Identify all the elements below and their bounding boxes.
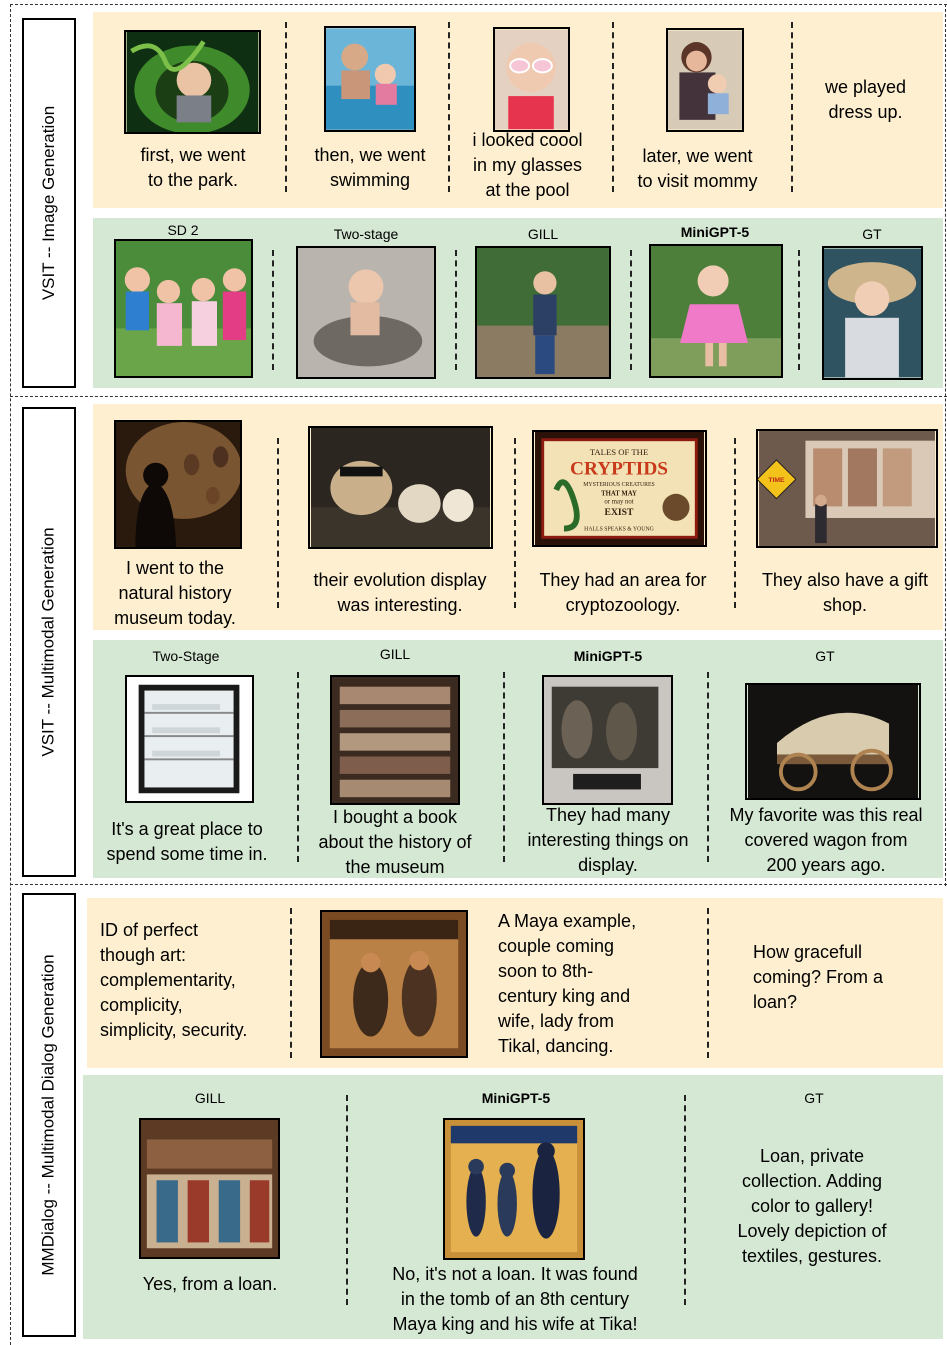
story-image-mommy [666, 28, 744, 132]
output-image-sd2 [114, 239, 253, 378]
divider [707, 908, 709, 1058]
story-image-evolution-display [308, 426, 493, 549]
section-label-mmdialog [22, 893, 76, 1337]
output-image-gill [475, 246, 611, 379]
story-caption-s2-2: their evolution display was interesting. [313, 570, 487, 615]
output-image-gt [822, 246, 923, 380]
divider [346, 1095, 348, 1305]
output-image-two-stage [296, 246, 436, 379]
dialog-turn-1: ID of perfect though art: complementarity, complicity, simplicity, security. [100, 920, 248, 1040]
section-2-border-top [10, 396, 947, 397]
model-label-minigpt5: MiniGPT-5 [573, 648, 643, 664]
divider [734, 438, 736, 608]
story-caption-4: later, we went to visit mommy [637, 146, 758, 191]
divider [798, 250, 800, 370]
section-label-text: VSIT -- Image Generation [39, 105, 58, 301]
poster-title: TALES OF THE [589, 447, 649, 458]
poster-footer: HALLS SPEAKS & YOUNG [584, 526, 654, 533]
output-image-two-stage [125, 675, 254, 803]
section-label-text: MMDialog -- Multimodal Dialog Generation [39, 954, 59, 1276]
output-caption-s2-gill: I bought a book about the history of the museum [318, 807, 472, 877]
divider [612, 22, 614, 192]
model-label-gill: GILL [194, 1090, 226, 1106]
model-label-gill: GILL [379, 646, 411, 662]
model-label-sd2: SD 2 [167, 222, 199, 238]
model-label-gill: GILL [527, 226, 559, 242]
divider [514, 438, 516, 608]
story-caption-s2-4: They also have a gift shop. [761, 570, 929, 615]
story-image-gift-shop [756, 429, 938, 548]
dialog-turn-3: How gracefull coming? From a loan? [753, 942, 884, 1012]
output-caption-s3-gill: Yes, from a loan. [142, 1274, 278, 1294]
divider [791, 22, 793, 192]
left-dashed-border [10, 4, 11, 1345]
sign-text: TIME [768, 477, 785, 485]
divider [503, 672, 505, 862]
story-image-museum [114, 420, 242, 549]
output-image-gt [745, 683, 921, 800]
story-caption-1: first, we went to the park. [140, 145, 246, 190]
poster-main: CRYPTIDS [570, 458, 669, 480]
divider [455, 250, 457, 370]
model-label-minigpt5: MiniGPT-5 [680, 224, 750, 240]
poster-sub4: EXIST [604, 507, 634, 519]
divider [707, 672, 709, 862]
output-caption-s3-gt: Loan, private collection. Adding color to gallery! Lovely depiction of textiles, gestures. [737, 1146, 887, 1266]
divider [272, 250, 274, 370]
divider [290, 908, 292, 1058]
divider [277, 438, 279, 608]
dialog-turn-2: A Maya example, couple coming soon to 8th- century king and wife, lady from Tikal, dancing. [498, 911, 637, 1056]
story-caption-2: then, we went swimming [314, 145, 426, 190]
story-caption-3: i looked coool in my glasses at the pool [472, 130, 583, 200]
story-image-swimming [324, 26, 416, 132]
poster-sub2: THAT MAY [601, 490, 637, 498]
output-image-minigpt5 [443, 1118, 585, 1260]
story-caption-5: we played dress up. [824, 77, 907, 122]
output-caption-s2-two-stage: It's a great place to spend some time in. [106, 819, 268, 864]
right-dashed-border [945, 4, 946, 886]
model-label-gt: GT [815, 648, 835, 664]
story-caption-s2-1: I went to the natural history museum today. [114, 558, 236, 628]
model-label-two-stage: Two-Stage [152, 648, 220, 664]
output-image-gill [139, 1118, 280, 1259]
output-caption-s3-minigpt5: No, it's not a loan. It was found in the tomb of an 8th century Maya king and his wife at Tika! [392, 1264, 638, 1334]
output-image-gill [330, 675, 460, 805]
model-label-gt: GT [862, 226, 882, 242]
section-label-vsit-multimodal [22, 407, 76, 877]
divider [448, 22, 450, 192]
output-image-minigpt5 [649, 244, 783, 378]
model-label-gt: GT [804, 1090, 824, 1106]
output-caption-s2-minigpt5: They had many interesting things on display. [527, 805, 689, 875]
divider [297, 672, 299, 862]
divider [630, 250, 632, 370]
model-label-two-stage: Two-stage [333, 226, 399, 242]
section-1-border-top [10, 4, 947, 5]
section-3-border-top [10, 884, 947, 885]
divider [684, 1095, 686, 1305]
poster-sub3: or may not [604, 498, 634, 506]
output-caption-s2-gt: My favorite was this real covered wagon from 200 years ago. [729, 805, 923, 875]
poster-sub1: MYSTERIOUS CREATURES [583, 482, 655, 489]
story-image-cryptids-poster [532, 430, 707, 547]
divider [285, 22, 287, 192]
dialog-image-maya [320, 910, 468, 1058]
section-label-text: VSIT -- Multimodal Generation [39, 527, 58, 757]
story-image-park [124, 30, 261, 134]
output-image-minigpt5 [542, 675, 673, 805]
story-caption-s2-3: They had an area for cryptozoology. [539, 570, 707, 615]
story-image-glasses [493, 27, 570, 132]
model-label-minigpt5: MiniGPT-5 [481, 1090, 551, 1106]
section-label-vsit-image [22, 18, 76, 388]
